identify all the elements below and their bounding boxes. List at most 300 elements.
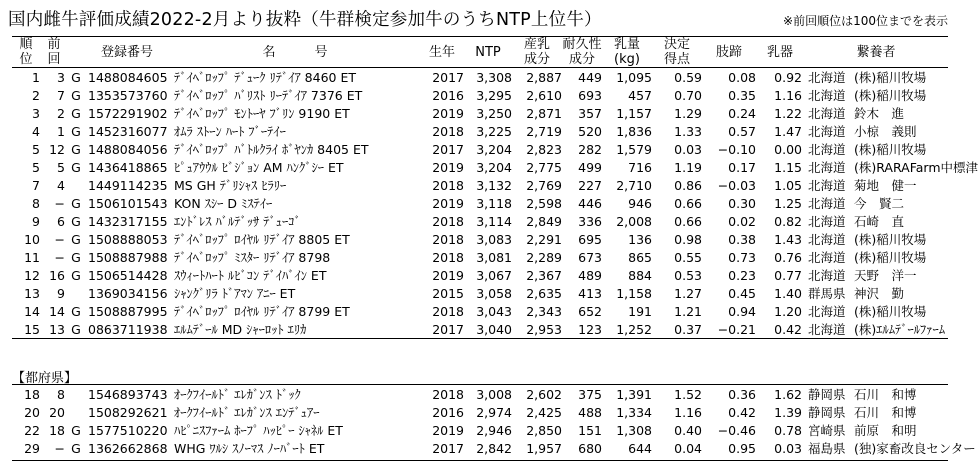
cell-name: ﾊﾋﾟﾆｽﾌｧｰﾑ ﾎｰﾌﾟ ﾊｯﾋﾟｰ ｼｬﾈﾙ ET xyxy=(174,423,343,438)
cell-genomic xyxy=(68,403,84,421)
cell-ntp: 3,058 xyxy=(476,285,512,301)
breeder-farm: 菊地 健一 xyxy=(854,178,917,193)
cell-durability: 652 xyxy=(578,303,602,319)
cell-milk-kg: 1,334 xyxy=(616,404,652,420)
cell-breeder xyxy=(804,122,948,140)
cell-feet: −0.46 xyxy=(717,422,756,438)
cell-rank: 9 xyxy=(32,213,40,229)
cell-udder: 0.00 xyxy=(774,141,802,157)
cell-prev: − xyxy=(54,440,65,456)
cell-udder: 0.82 xyxy=(774,213,802,229)
cell-genomic: G xyxy=(71,105,81,121)
prefecture-table xyxy=(12,385,976,457)
table-row xyxy=(12,86,948,104)
cell-milk-comp: 2,291 xyxy=(526,231,562,247)
cell-ntp: 3,308 xyxy=(476,69,512,85)
cell-feet: 0.30 xyxy=(728,195,756,211)
header-decision: 決定 得点 xyxy=(663,37,690,67)
cell-durability: 123 xyxy=(578,321,602,337)
cell-reg-number: 1508292621 xyxy=(88,404,168,420)
cell-prev: 1 xyxy=(57,123,65,139)
cell-breeder xyxy=(804,212,948,230)
cell-genomic: G xyxy=(71,267,81,283)
cell-breeder xyxy=(804,158,978,176)
breeder-prefecture: 北海道 xyxy=(808,196,846,211)
cell-decision: 0.53 xyxy=(674,267,702,283)
cell-name: ﾋﾟｭｱｳｳﾙ ﾋﾞｼﾞｮﾝ AM ﾊﾝｸﾞｼｰ ET xyxy=(174,160,344,175)
cell-year: 2016 xyxy=(432,404,464,420)
cell-rank: 1 xyxy=(32,69,40,85)
cell-genomic: G xyxy=(71,69,81,85)
cell-year: 2018 xyxy=(432,213,464,229)
cell-durability: 489 xyxy=(578,267,602,283)
cell-year: 2018 xyxy=(432,249,464,265)
cell-udder: 1.40 xyxy=(774,285,802,301)
cell-genomic: G xyxy=(71,440,81,456)
breeder-farm: (株)ｴﾙﾑﾃﾞｰﾙﾌｧｰﾑ xyxy=(854,322,946,337)
cell-ntp: 3,081 xyxy=(476,249,512,265)
cell-year: 2019 xyxy=(432,422,464,438)
cell-name: ﾃﾞｲﾍﾞﾛｯﾌﾟ ﾐｽﾀｰ ﾘﾃﾞｲｱ 8798 xyxy=(174,250,331,265)
cell-prev: 18 xyxy=(49,422,65,438)
cell-genomic: G xyxy=(71,422,81,438)
header-feet: 肢蹄 xyxy=(715,44,742,60)
cell-feet: 0.38 xyxy=(728,231,756,247)
cell-durability: 693 xyxy=(578,87,602,103)
cell-decision: 1.19 xyxy=(674,159,702,175)
cell-milk-kg: 191 xyxy=(628,303,652,319)
cell-ntp: 2,946 xyxy=(476,422,512,438)
cell-feet: 0.23 xyxy=(728,267,756,283)
cell-udder: 1.62 xyxy=(774,386,802,402)
breeder-farm: (株)稲川牧場 xyxy=(854,250,927,265)
cell-udder: 1.16 xyxy=(774,87,802,103)
cell-genomic: G xyxy=(71,141,81,157)
cell-breeder xyxy=(804,68,948,87)
cell-name: ﾃﾞｲﾍﾞﾛｯﾌﾟ ﾛｲﾔﾙ ﾘﾃﾞｲｱ 8799 ET xyxy=(174,304,350,319)
cell-year: 2019 xyxy=(432,159,464,175)
cell-ntp: 3,204 xyxy=(476,141,512,157)
cell-name: KON ｽｼｰ D ﾐｽﾃｲｰ xyxy=(174,196,273,211)
cell-milk-kg: 1,158 xyxy=(616,285,652,301)
cell-ntp: 3,250 xyxy=(476,105,512,121)
breeder-prefecture: 静岡県 xyxy=(808,387,846,402)
header-ntp: NTP xyxy=(475,44,501,60)
cell-decision: 1.33 xyxy=(674,123,702,139)
cell-udder: 1.43 xyxy=(774,231,802,247)
cell-year: 2018 xyxy=(432,386,464,402)
cell-feet: −0.10 xyxy=(717,141,756,157)
cell-milk-kg: 1,391 xyxy=(616,386,652,402)
cell-rank: 2 xyxy=(32,87,40,103)
cell-name: ﾃﾞｲﾍﾞﾛｯﾌﾟ ﾛｲﾔﾙ ﾘﾃﾞｲｱ 8805 ET xyxy=(174,232,350,247)
cell-decision: 1.27 xyxy=(674,285,702,301)
cell-rank: 4 xyxy=(32,123,40,139)
cell-durability: 695 xyxy=(578,231,602,247)
cell-milk-kg: 884 xyxy=(628,267,652,283)
cell-decision: 0.86 xyxy=(674,177,702,193)
cell-durability: 413 xyxy=(578,285,602,301)
header-rank: 順 位 xyxy=(19,37,33,67)
cell-milk-kg: 865 xyxy=(628,249,652,265)
cell-reg-number: 1353573760 xyxy=(88,87,168,103)
cell-reg-number: 1572291902 xyxy=(88,105,168,121)
breeder-farm: (株)稲川牧場 xyxy=(854,88,927,103)
cell-prev: 20 xyxy=(49,404,65,420)
cell-year: 2018 xyxy=(432,177,464,193)
cell-breeder xyxy=(804,176,948,194)
cell-durability: 520 xyxy=(578,123,602,139)
cell-milk-comp: 2,610 xyxy=(526,87,562,103)
cell-genomic xyxy=(68,385,84,403)
cell-milk-comp: 2,425 xyxy=(526,404,562,420)
header-durability: 耐久性 成分 xyxy=(562,37,602,67)
table-row xyxy=(12,248,948,266)
cell-milk-kg: 1,157 xyxy=(616,105,652,121)
breeder-farm: (株)稲川牧場 xyxy=(854,232,927,247)
cell-milk-kg: 136 xyxy=(628,231,652,247)
cell-milk-kg: 1,308 xyxy=(616,422,652,438)
cell-decision: 0.70 xyxy=(674,87,702,103)
cell-prev: 7 xyxy=(57,87,65,103)
breeder-farm: 小椋 義則 xyxy=(854,124,917,139)
breeder-farm: 神沢 勤 xyxy=(854,286,905,301)
table-row xyxy=(12,266,948,284)
cell-year: 2015 xyxy=(432,285,464,301)
prefecture-body xyxy=(12,385,976,457)
cell-udder: 0.92 xyxy=(774,69,802,85)
cell-ntp: 2,842 xyxy=(476,440,512,456)
cell-rank: 29 xyxy=(24,440,40,456)
cell-prev: 9 xyxy=(57,285,65,301)
cell-prev: 3 xyxy=(57,69,65,85)
cell-breeder xyxy=(804,104,948,122)
cell-milk-kg: 946 xyxy=(628,195,652,211)
breeder-prefecture: 静岡県 xyxy=(808,405,846,420)
cell-udder: 1.39 xyxy=(774,404,802,420)
breeder-prefecture: 北海道 xyxy=(808,214,846,229)
cell-rank: 3 xyxy=(32,105,40,121)
cell-feet: −0.03 xyxy=(717,177,756,193)
cell-breeder xyxy=(804,302,948,320)
cell-decision: 0.37 xyxy=(674,321,702,337)
breeder-prefecture: 福島県 xyxy=(808,441,846,456)
table-row xyxy=(12,284,948,302)
section-label-prefecture: 【都府県】 xyxy=(12,371,78,386)
cell-rank: 5 xyxy=(32,141,40,157)
cell-year: 2019 xyxy=(432,195,464,211)
cell-feet: 0.73 xyxy=(728,249,756,265)
cell-feet: 0.57 xyxy=(728,123,756,139)
cell-prev: − xyxy=(54,249,65,265)
table-row xyxy=(12,176,948,194)
cell-milk-comp: 2,343 xyxy=(526,303,562,319)
cell-udder: 1.15 xyxy=(774,159,802,175)
table-row xyxy=(12,230,948,248)
table-row xyxy=(12,302,948,320)
cell-milk-comp: 2,602 xyxy=(526,386,562,402)
header-prev: 前 回 xyxy=(47,37,61,67)
breeder-farm: 鈴木 進 xyxy=(854,106,905,121)
cell-feet: 0.08 xyxy=(728,69,756,85)
cell-ntp: 2,974 xyxy=(476,404,512,420)
cell-reg-number: 1508887988 xyxy=(88,249,168,265)
cell-durability: 282 xyxy=(578,141,602,157)
cell-milk-kg: 457 xyxy=(628,87,652,103)
table-row xyxy=(12,439,948,457)
cell-milk-comp: 2,871 xyxy=(526,105,562,121)
breeder-farm: (独)家畜改良センター xyxy=(854,441,976,456)
cell-prev: 5 xyxy=(57,159,65,175)
cell-name: ｴﾝﾄﾞﾚｽ ﾊﾞﾙﾃﾞｯｻ ﾃﾞｭｰｺﾞ xyxy=(174,214,301,229)
breeder-prefecture: 北海道 xyxy=(808,268,846,283)
cell-milk-comp: 2,769 xyxy=(526,177,562,193)
cell-reg-number: 1432317155 xyxy=(88,213,168,229)
cell-year: 2018 xyxy=(432,231,464,247)
cell-name: WHG ﾜﾙｼ ｽﾉｰﾏｽ ﾉｰﾊﾞｰﾄ ET xyxy=(174,441,325,456)
cell-durability: 375 xyxy=(578,386,602,402)
cell-genomic: G xyxy=(71,303,81,319)
cell-feet: 0.95 xyxy=(728,440,756,456)
header-milk-kg: 乳量 (kg) xyxy=(613,37,640,67)
cell-durability: 680 xyxy=(578,440,602,456)
breeder-prefecture: 宮崎県 xyxy=(808,423,846,438)
cell-prev: 12 xyxy=(49,141,65,157)
cell-name: MS GH ﾃﾞﾘｼｬｽ ﾋﾗﾘｰ xyxy=(174,178,287,193)
cell-breeder xyxy=(804,439,976,457)
cell-ntp: 3,114 xyxy=(476,213,512,229)
cell-genomic: G xyxy=(71,213,81,229)
breeder-prefecture: 北海道 xyxy=(808,88,846,103)
breeder-farm: (株)RARAFarm中標津 xyxy=(854,160,978,175)
cell-reg-number: 1362662868 xyxy=(88,440,168,456)
cell-durability: 673 xyxy=(578,249,602,265)
table-row xyxy=(12,140,948,158)
cell-year: 2017 xyxy=(432,141,464,157)
cell-udder: 1.20 xyxy=(774,303,802,319)
ranking-body xyxy=(12,68,978,339)
page-title: 国内雌牛評価成績2022-2月より抜粋（牛群検定参加牛のうちNTP上位牛） xyxy=(8,10,602,30)
breeder-farm: 石崎 直 xyxy=(854,214,905,229)
cell-name: ｴﾙﾑﾃﾞｰﾙ MD ｼｬｰﾛｯﾄ ｴﾘｶ xyxy=(174,322,307,337)
cell-genomic xyxy=(68,284,84,302)
cell-milk-comp: 2,367 xyxy=(526,267,562,283)
cell-ntp: 3,008 xyxy=(476,386,512,402)
cell-milk-comp: 2,887 xyxy=(526,69,562,85)
cell-decision: 1.21 xyxy=(674,303,702,319)
cell-feet: 0.35 xyxy=(728,87,756,103)
cell-milk-kg: 1,095 xyxy=(616,69,652,85)
cell-name: ｽｳｨｰﾄﾊｰﾄ ﾙﾋﾞｺﾝ ﾃﾞｲﾊﾞｲﾝ ET xyxy=(174,268,327,283)
breeder-prefecture: 北海道 xyxy=(808,142,846,157)
table-row xyxy=(12,320,948,339)
cell-milk-kg: 1,579 xyxy=(616,141,652,157)
table-row xyxy=(12,403,948,421)
breeder-prefecture: 北海道 xyxy=(808,304,846,319)
cell-reg-number: 1449114235 xyxy=(88,177,168,193)
cell-decision: 0.98 xyxy=(674,231,702,247)
ranking-note: ※前回順位は100位までを表示 xyxy=(783,14,948,28)
cell-ntp: 3,043 xyxy=(476,303,512,319)
breeder-farm: 前原 和明 xyxy=(854,423,917,438)
cell-feet: 0.36 xyxy=(728,386,756,402)
cell-rank: 7 xyxy=(32,177,40,193)
cell-breeder xyxy=(804,421,948,439)
cell-milk-comp: 2,850 xyxy=(526,422,562,438)
table-row xyxy=(12,122,948,140)
cell-name: ｵﾑﾗ ｽﾄｰﾝ ﾊｰﾄ ﾌﾞｰﾃｲｰ xyxy=(174,124,286,139)
cell-decision: 0.66 xyxy=(674,195,702,211)
cell-reg-number: 1508887995 xyxy=(88,303,168,319)
breeder-prefecture: 群馬県 xyxy=(808,286,846,301)
cell-genomic: G xyxy=(71,321,81,337)
cell-durability: 449 xyxy=(578,69,602,85)
table-header xyxy=(12,37,948,68)
cell-udder: 0.03 xyxy=(774,440,802,456)
cell-ntp: 3,295 xyxy=(476,87,512,103)
cell-udder: 1.25 xyxy=(774,195,802,211)
cell-rank: 14 xyxy=(24,303,40,319)
cell-ntp: 3,132 xyxy=(476,177,512,193)
cell-decision: 0.66 xyxy=(674,213,702,229)
cell-rank: 10 xyxy=(24,231,40,247)
table-row xyxy=(12,158,948,176)
cell-durability: 446 xyxy=(578,195,602,211)
cell-udder: 0.42 xyxy=(774,321,802,337)
cell-decision: 1.52 xyxy=(674,386,702,402)
cell-name: ﾃﾞｲﾍﾞﾛｯﾌﾟ ﾃﾞｭｰｸ ﾘﾃﾞｲｱ 8460 ET xyxy=(174,70,356,85)
cell-milk-comp: 2,775 xyxy=(526,159,562,175)
cell-milk-comp: 2,719 xyxy=(526,123,562,139)
cell-prev: 13 xyxy=(49,321,65,337)
cell-decision: 0.59 xyxy=(674,69,702,85)
cell-milk-kg: 2,710 xyxy=(616,177,652,193)
cell-prev: 16 xyxy=(49,267,65,283)
breeder-farm: 石川 和博 xyxy=(854,405,917,420)
cell-prev: 6 xyxy=(57,213,65,229)
cell-reg-number: 1508888053 xyxy=(88,231,168,247)
table-row xyxy=(12,385,948,403)
cell-year: 2019 xyxy=(432,105,464,121)
cell-durability: 227 xyxy=(578,177,602,193)
cell-name: ﾃﾞｲﾍﾞﾛｯﾌﾟ ﾓﾝﾄｰﾔ ﾌﾞﾘﾝ 9190 ET xyxy=(174,106,350,121)
cell-genomic: G xyxy=(71,159,81,175)
cell-ntp: 3,204 xyxy=(476,159,512,175)
cell-milk-comp: 2,823 xyxy=(526,141,562,157)
cell-breeder xyxy=(804,230,948,248)
cell-breeder xyxy=(804,403,948,421)
header-year: 生年 xyxy=(428,44,455,60)
breeder-prefecture: 北海道 xyxy=(808,250,846,265)
cell-reg-number: 1577510220 xyxy=(88,422,168,438)
cell-feet: 0.94 xyxy=(728,303,756,319)
table-row xyxy=(12,68,948,87)
cell-milk-comp: 2,289 xyxy=(526,249,562,265)
cell-udder: 1.05 xyxy=(774,177,802,193)
cell-genomic: G xyxy=(71,231,81,247)
cell-ntp: 3,067 xyxy=(476,267,512,283)
cell-milk-comp: 2,598 xyxy=(526,195,562,211)
cell-rank: 12 xyxy=(24,267,40,283)
cell-reg-number: 1488084605 xyxy=(88,69,168,85)
cell-rank: 11 xyxy=(24,249,40,265)
breeder-prefecture: 北海道 xyxy=(808,232,846,247)
cell-year: 2017 xyxy=(432,321,464,337)
cell-udder: 0.77 xyxy=(774,267,802,283)
cell-genomic: G xyxy=(71,249,81,265)
cell-year: 2017 xyxy=(432,440,464,456)
cell-breeder xyxy=(804,140,948,158)
ranking-table xyxy=(12,36,978,339)
cell-rank: 8 xyxy=(32,195,40,211)
cell-milk-kg: 716 xyxy=(628,159,652,175)
cell-breeder xyxy=(804,248,948,266)
cell-breeder xyxy=(804,194,948,212)
cell-breeder xyxy=(804,320,948,339)
cell-genomic xyxy=(68,176,84,194)
cell-durability: 488 xyxy=(578,404,602,420)
cell-decision: 1.29 xyxy=(674,105,702,121)
breeder-prefecture: 北海道 xyxy=(808,106,846,121)
cell-milk-comp: 2,953 xyxy=(526,321,562,337)
cell-year: 2019 xyxy=(432,267,464,283)
cell-name: ﾃﾞｲﾍﾞﾛｯﾌﾟ ﾊﾞﾘｽﾄ ﾘｰﾃﾞｲｱ 7376 ET xyxy=(174,88,363,103)
cell-year: 2018 xyxy=(432,303,464,319)
cell-prev: − xyxy=(54,231,65,247)
cell-udder: 0.76 xyxy=(774,249,802,265)
cell-genomic: G xyxy=(71,87,81,103)
header-name: 名 号 xyxy=(262,44,328,60)
cell-breeder xyxy=(804,86,948,104)
cell-rank: 22 xyxy=(24,422,40,438)
cell-ntp: 3,040 xyxy=(476,321,512,337)
breeder-prefecture: 北海道 xyxy=(808,160,846,175)
breeder-farm: 天野 洋一 xyxy=(854,268,917,283)
cell-milk-comp: 2,849 xyxy=(526,213,562,229)
header-g xyxy=(68,37,84,68)
breeder-prefecture: 北海道 xyxy=(808,178,846,193)
breeder-prefecture: 北海道 xyxy=(808,322,846,337)
cell-durability: 336 xyxy=(578,213,602,229)
cell-udder: 1.22 xyxy=(774,105,802,121)
table-row xyxy=(12,104,948,122)
cell-prev: 4 xyxy=(57,177,65,193)
cell-rank: 5 xyxy=(32,159,40,175)
header-reg: 登録番号 xyxy=(100,44,153,60)
cell-decision: 0.04 xyxy=(674,440,702,456)
cell-reg-number: 1369034156 xyxy=(88,285,168,301)
cell-genomic: G xyxy=(71,195,81,211)
cell-decision: 0.55 xyxy=(674,249,702,265)
cell-milk-kg: 1,252 xyxy=(616,321,652,337)
breeder-prefecture: 北海道 xyxy=(808,70,846,85)
cell-name: ｵｰｸﾌｲｰﾙﾄﾞ ｴﾚｶﾞﾝｽ ｴﾝﾃﾞｭｱｰ xyxy=(174,405,320,420)
breeder-prefecture: 北海道 xyxy=(808,124,846,139)
cell-year: 2016 xyxy=(432,87,464,103)
cell-milk-kg: 2,008 xyxy=(616,213,652,229)
cell-breeder xyxy=(804,284,948,302)
breeder-farm: (株)稲川牧場 xyxy=(854,304,927,319)
cell-rank: 15 xyxy=(24,321,40,337)
cell-reg-number: 1546893743 xyxy=(88,386,168,402)
breeder-farm: (株)稲川牧場 xyxy=(854,70,927,85)
cell-milk-kg: 1,836 xyxy=(616,123,652,139)
cell-durability: 151 xyxy=(578,422,602,438)
cell-name: ﾃﾞｲﾍﾞﾛｯﾌﾟ ﾊﾞﾄﾙｸﾗｲ ﾎﾞﾔﾝｶ 8405 ET xyxy=(174,142,369,157)
breeder-farm: (株)稲川牧場 xyxy=(854,142,927,157)
cell-name: ｼｬﾝｸﾞﾘﾗ ﾄﾞｱﾏﾝ ｱﾆｰ ET xyxy=(174,286,296,301)
cell-reg-number: 1452316077 xyxy=(88,123,168,139)
